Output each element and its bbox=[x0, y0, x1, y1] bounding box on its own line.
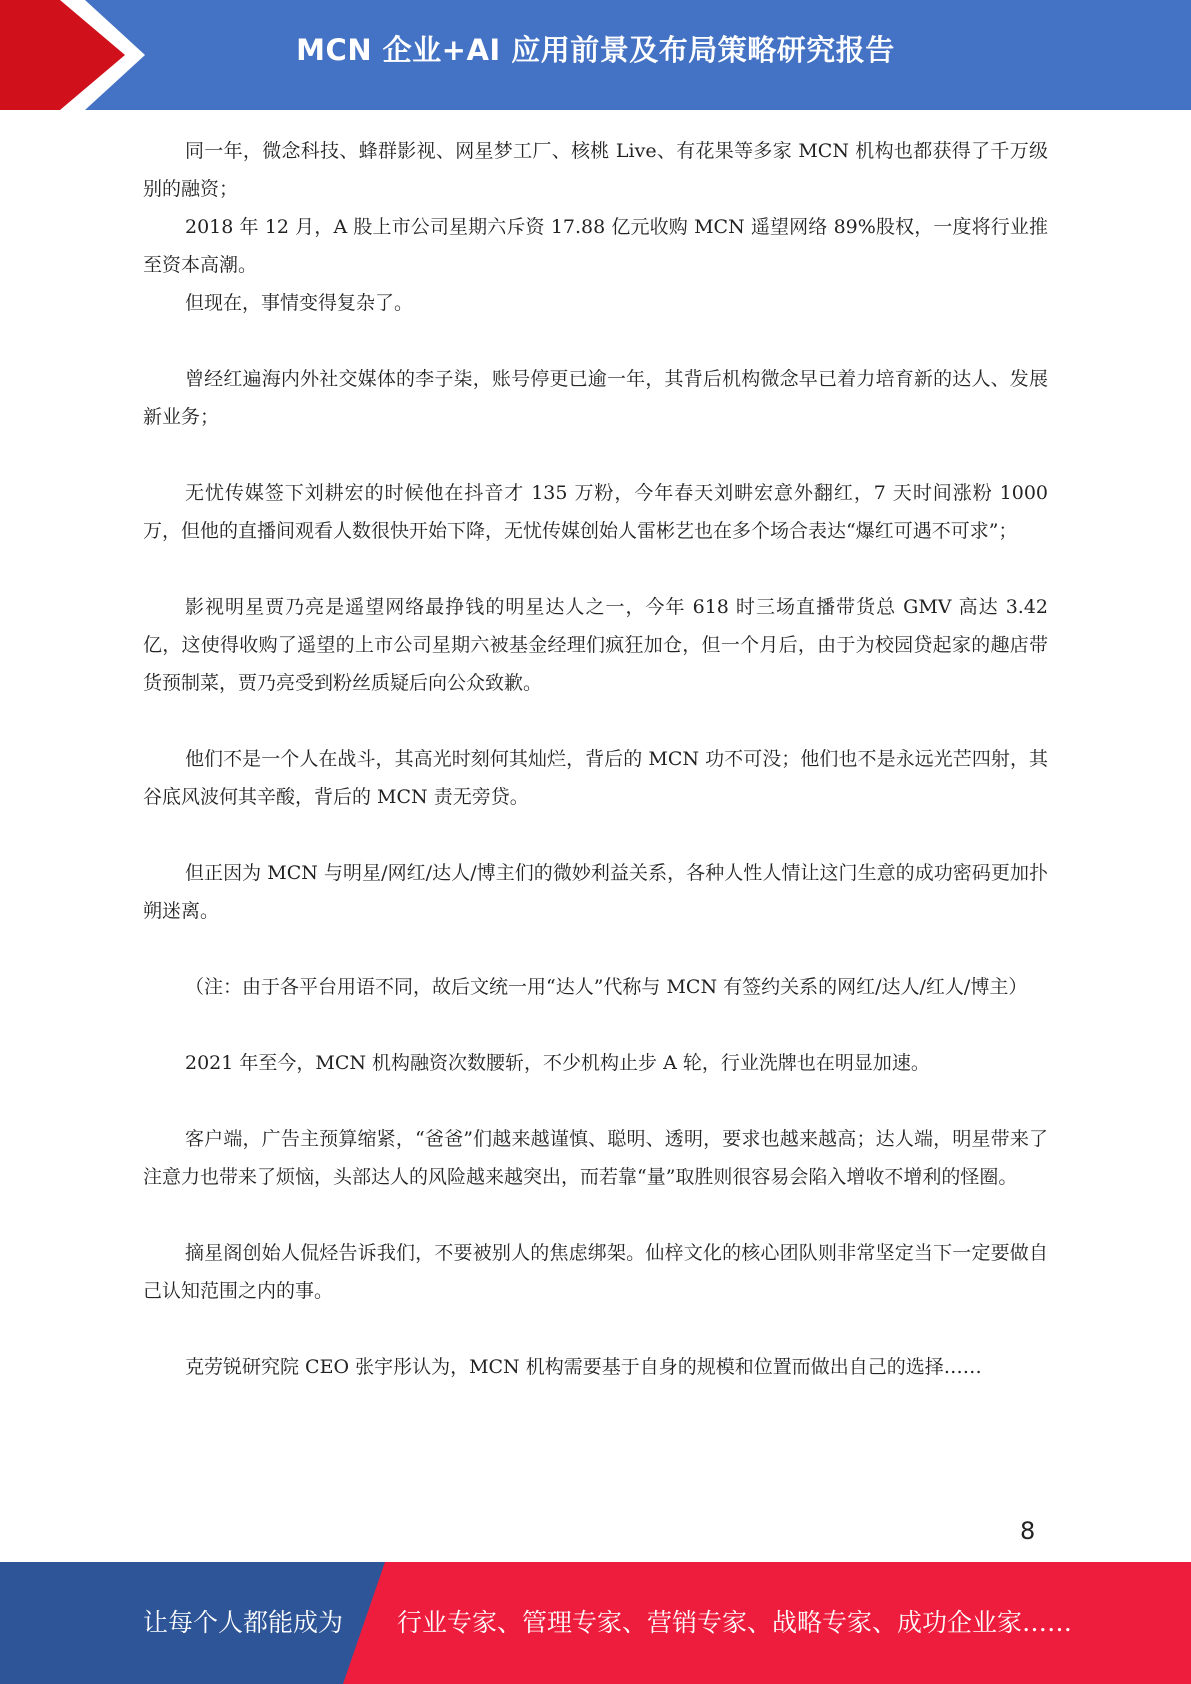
paragraph: 克劳锐研究院 CEO 张宇彤认为，MCN 机构需要基于自身的规模和位置而做出自己的选择…… bbox=[185, 1356, 982, 1378]
page-footer bbox=[0, 1562, 1191, 1684]
article-body bbox=[143, 132, 1048, 1386]
paragraph: 客户端，广告主预算缩紧，“爸爸”们越来越谨慎、聪明、透明，要求也越来越高；达人端，明星带来了注意力也带来了烦恼，头部达人的风险越来越突出，而若靠“量”取胜则很容易会陷入增收不增利的怪圈。 bbox=[143, 1128, 1048, 1188]
report-title: MCN 企业+AI 应用前景及布局策略研究报告 bbox=[296, 33, 895, 67]
paragraph: 无忧传媒签下刘耕宏的时候他在抖音才 135 万粉，今年春天刘畊宏意外翻红，7 天时间涨粉 1000 万，但他的直播间观看人数很快开始下降，无忧传媒创始人雷彬艺也在多个场合表达“爆红可遇不可求”； bbox=[143, 482, 1048, 542]
paragraph: 2018 年 12 月，A 股上市公司星期六斥资 17.88 亿元收购 MCN 遥望网络 89%股权，一度将行业推至资本高潮。 bbox=[143, 216, 1048, 276]
paragraph: 他们不是一个人在战斗，其高光时刻何其灿烂，背后的 MCN 功不可没；他们也不是永远光芒四射，其谷底风波何其辛酸，背后的 MCN 责无旁贷。 bbox=[143, 748, 1048, 808]
paragraph: 摘星阁创始人侃烃告诉我们，不要被别人的焦虑绑架。仙梓文化的核心团队则非常坚定当下一定要做自己认知范围之内的事。 bbox=[143, 1242, 1048, 1302]
note-paragraph: （注：由于各平台用语不同，故后文统一用“达人”代称与 MCN 有签约关系的网红/达人/红人/博主） bbox=[185, 976, 1028, 998]
paragraph: 影视明星贾乃亮是遥望网络最挣钱的明星达人之一，今年 618 时三场直播带货总 GMV 高达 3.42 亿，这使得收购了遥望的上市公司星期六被基金经理们疯狂加仓，但一个月后，由于为校园贷起家的趣店带货预制菜，贾乃亮受到粉丝质疑后向公众致歉。 bbox=[143, 596, 1048, 694]
footer-slogan-left: 让每个人都能成为 bbox=[143, 1608, 344, 1637]
paragraph: 但现在，事情变得复杂了。 bbox=[185, 292, 414, 314]
page-number: 8 bbox=[1020, 1517, 1036, 1545]
paragraph: 同一年，微念科技、蜂群影视、网星梦工厂、核桃 Live、有花果等多家 MCN 机构也都获得了千万级别的融资； bbox=[143, 140, 1048, 200]
paragraph: 曾经红遍海内外社交媒体的李子柒，账号停更已逾一年，其背后机构微念早已着力培育新的达人、发展新业务； bbox=[143, 368, 1048, 428]
page-header bbox=[0, 0, 1191, 110]
paragraph: 2021 年至今，MCN 机构融资次数腰斩，不少机构止步 A 轮，行业洗牌也在明显加速。 bbox=[185, 1052, 930, 1074]
footer-slogan-right: 行业专家、管理专家、营销专家、战略专家、成功企业家…… bbox=[397, 1608, 1073, 1637]
paragraph: 但正因为 MCN 与明星/网红/达人/博主们的微妙利益关系，各种人性人情让这门生意的成功密码更加扑朔迷离。 bbox=[143, 862, 1048, 922]
